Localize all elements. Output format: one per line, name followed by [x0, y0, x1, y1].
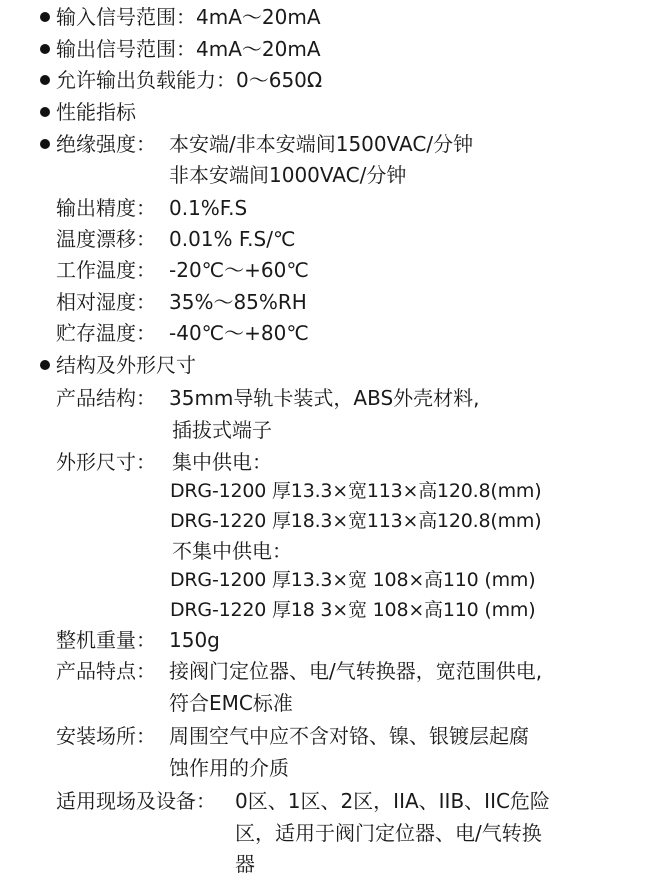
bullet-dot	[40, 12, 50, 22]
spec-value: 35%～85%RH	[169, 290, 307, 314]
features-value-2: 符合EMC标准	[169, 691, 293, 715]
install-label: 安装场所：	[56, 724, 156, 748]
structure-heading: 结构及外形尺寸	[56, 353, 196, 377]
features-label: 产品特点：	[56, 659, 156, 683]
dimension-value: DRG-1220 厚18.3×宽113×高120.8(mm)	[170, 510, 542, 532]
spec-label: 工作温度：	[56, 258, 156, 282]
noncentral-supply-title: 不集中供电：	[172, 539, 292, 563]
application-value-3: 器	[235, 852, 255, 876]
application-value-1: 0区、1区、2区，IIA、IIB、IIC危险	[235, 789, 550, 813]
spec-label: 相对湿度：	[56, 290, 156, 314]
central-supply-title: 集中供电：	[172, 450, 272, 474]
application-label: 适用现场及设备：	[56, 789, 216, 813]
weight-value: 150g	[169, 628, 220, 652]
insulation-value-1: 本安端/非本安端间1500VAC/分钟	[169, 132, 474, 156]
weight-label: 整机重量：	[56, 628, 156, 652]
install-value-2: 蚀作用的介质	[169, 756, 289, 780]
product-structure-value-2: 插拔式端子	[172, 418, 272, 442]
insulation-value-2: 非本安端间1000VAC/分钟	[169, 163, 407, 187]
output-range-text: 输出信号范围：4mA～20mA	[56, 37, 321, 61]
spec-value: 0.01% F.S/℃	[169, 227, 296, 251]
insulation-label: 绝缘强度：	[56, 132, 156, 156]
product-structure-value-1: 35mm导轨卡装式，ABS外壳材料,	[169, 386, 480, 410]
spec-value: -20℃～+60℃	[169, 258, 309, 282]
bullet-dot	[40, 75, 50, 85]
spec-value: -40℃～+80℃	[169, 321, 309, 345]
dimension-value: DRG-1220 厚18 3×宽 108×高110 (mm)	[170, 599, 536, 621]
spec-label: 输出精度：	[56, 196, 156, 220]
performance-heading: 性能指标	[56, 100, 136, 124]
dimension-value: DRG-1200 厚13.3×宽113×高120.8(mm)	[170, 480, 542, 502]
spec-label: 贮存温度：	[56, 321, 156, 345]
install-value-1: 周围空气中应不含对铬、镍、银镀层起腐	[169, 724, 529, 748]
dimension-value: DRG-1200 厚13.3×宽 108×高110 (mm)	[170, 569, 536, 591]
bullet-dot	[40, 44, 50, 54]
product-structure-label: 产品结构：	[56, 386, 156, 410]
bullet-dot	[40, 107, 50, 117]
load-capacity-text: 允许输出负载能力：0～650Ω	[56, 68, 323, 92]
features-value-1: 接阀门定位器、电/气转换器，宽范围供电,	[169, 659, 543, 683]
bullet-dot	[40, 139, 50, 149]
dimensions-label: 外形尺寸：	[56, 450, 156, 474]
input-range-text: 输入信号范围：4mA～20mA	[56, 5, 321, 29]
application-value-2: 区，适用于阀门定位器、电/气转换	[235, 821, 542, 845]
spec-label: 温度漂移：	[56, 227, 156, 251]
spec-value: 0.1%F.S	[169, 196, 248, 220]
bullet-dot	[40, 360, 50, 370]
